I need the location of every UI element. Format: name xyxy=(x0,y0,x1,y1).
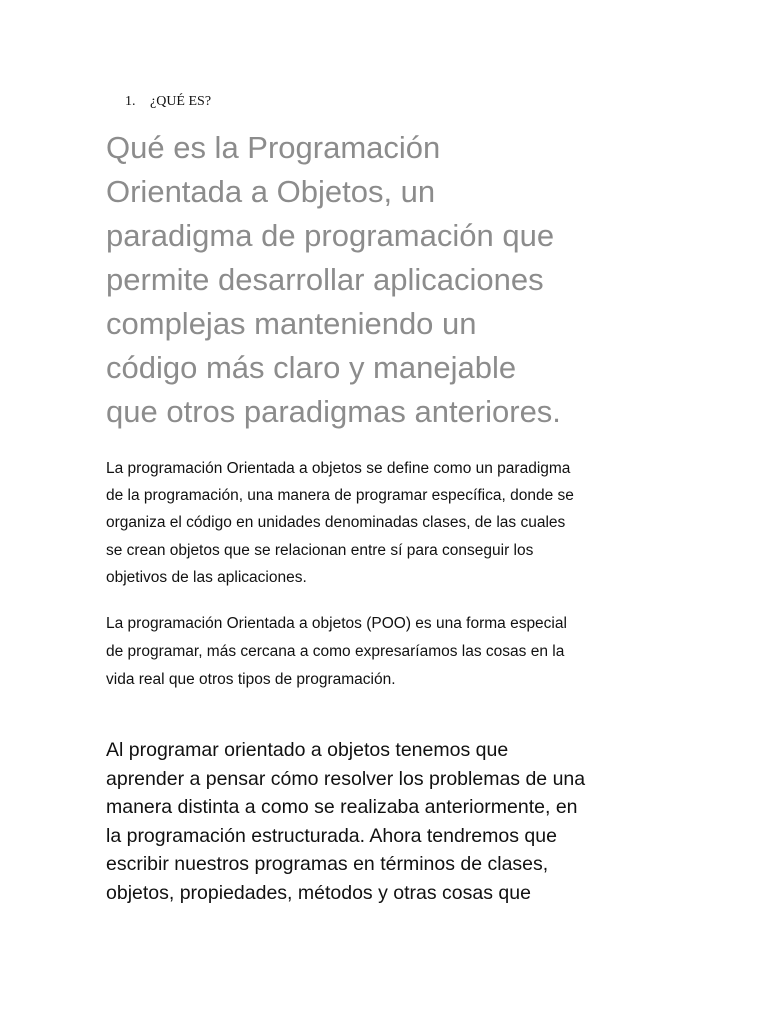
paragraph-line: vida real que otros tipos de programación. xyxy=(106,671,396,688)
paragraph-line: de programar, más cercana a como expresaríamos las cosas en la xyxy=(106,643,565,660)
paragraph-line: de la programación, una manera de programar específica, donde se xyxy=(106,487,574,505)
title-line: paradigma de programación que xyxy=(106,218,555,253)
paragraph-poo xyxy=(106,610,567,694)
paragraph-line: organiza el código en unidades denominadas clases, de las cuales xyxy=(106,514,566,532)
paragraph-line: se crean objetos que se relacionan entre sí para conseguir los xyxy=(106,541,534,559)
document-title xyxy=(106,126,561,434)
section-heading xyxy=(125,94,211,110)
paragraph-definition xyxy=(106,455,574,591)
title-line: código más claro y manejable xyxy=(106,350,517,385)
heading-number: 1. xyxy=(125,94,136,109)
title-line: Orientada a Objetos, un xyxy=(106,174,436,209)
heading-text: ¿QUÉ ES? xyxy=(150,94,212,109)
title-line: permite desarrollar aplicaciones xyxy=(106,262,544,297)
paragraph-line: aprender a pensar cómo resolver los problemas de una xyxy=(106,767,586,790)
paragraph-line: La programación Orientada a objetos (POO) es una forma especial xyxy=(106,615,567,632)
paragraph-thinking xyxy=(106,736,585,908)
paragraph-line: La programación Orientada a objetos se define como un paradigma xyxy=(106,460,571,477)
paragraph-line: objetos, propiedades, métodos y otras cosas que xyxy=(106,881,531,904)
paragraph-line: objetivos de las aplicaciones. xyxy=(106,568,307,586)
paragraph-line: escribir nuestros programas en términos de clases, xyxy=(106,853,549,876)
paragraph-line: Al programar orientado a objetos tenemos que xyxy=(106,739,509,761)
title-line: complejas manteniendo un xyxy=(106,306,477,341)
title-line: que otros paradigmas anteriores. xyxy=(106,394,561,429)
paragraph-line: la programación estructurada. Ahora tendremos que xyxy=(106,824,557,847)
title-line: Qué es la Programación xyxy=(106,130,441,165)
paragraph-line: manera distinta a como se realizaba anteriormente, en xyxy=(106,796,578,819)
